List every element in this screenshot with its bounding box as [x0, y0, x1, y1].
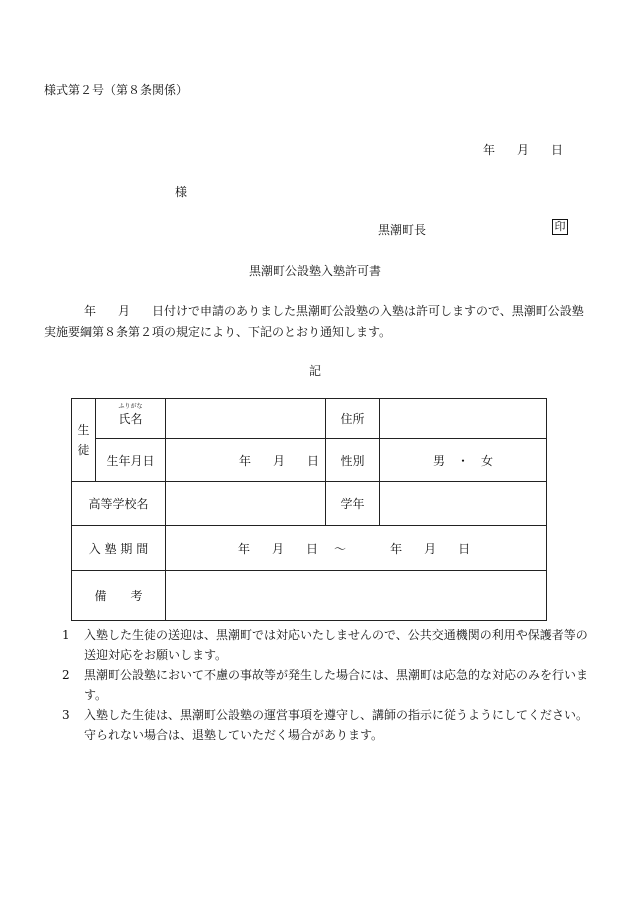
note-text: 入塾した生徒の送迎は、黒潮町では対応いたしませんので、公共交通機関の利用や保護者等の送迎対応をお願いします。 — [84, 628, 588, 662]
name-value-cell[interactable] — [166, 399, 326, 439]
period-tilde: ～ — [334, 541, 347, 556]
address-label-cell — [326, 399, 380, 439]
school-label-cell — [72, 482, 166, 526]
note-item — [62, 665, 592, 705]
body-month: 月 — [118, 304, 131, 318]
body-text: 日付けで申請のありました黒潮町公設塾の入塾は許可しますので、黒潮町公設塾実施要綱第８条第２項の規定により、下記のとおり通知します。 — [44, 304, 584, 339]
name-furigana: ふりがな — [118, 403, 143, 410]
date-year: 年 — [483, 143, 496, 157]
name-label: ふりがな 氏名 — [118, 403, 143, 426]
student-label: 生徒 — [77, 423, 90, 457]
period-end-month: 月 — [424, 541, 437, 556]
note-number: 1 — [62, 628, 70, 642]
school-label: 高等学校名 — [88, 497, 149, 511]
note-number: 2 — [62, 668, 70, 682]
body-paragraph — [44, 301, 589, 343]
period-start-day: 日 — [306, 541, 319, 556]
remarks-label-cell — [72, 571, 166, 621]
name-label-cell — [96, 399, 166, 439]
period-value-cell[interactable] — [166, 526, 547, 571]
birth-year: 年 — [238, 453, 251, 468]
birthdate-label: 生年月日 — [106, 453, 155, 468]
permit-table — [71, 398, 547, 621]
body-year: 年 — [84, 304, 97, 318]
grade-label-cell — [326, 482, 380, 526]
period-end-year: 年 — [390, 541, 403, 556]
date-month: 月 — [517, 143, 530, 157]
date-day: 日 — [551, 143, 564, 157]
grade-label: 学年 — [340, 497, 365, 511]
document-title: 黒潮町公設塾入塾許可書 — [248, 264, 381, 278]
address-value-cell[interactable] — [380, 399, 547, 439]
birth-day: 日 — [306, 453, 319, 468]
issue-date — [483, 141, 563, 158]
birth-month: 月 — [272, 453, 285, 468]
period-end-day: 日 — [458, 541, 471, 556]
gender-label-cell — [326, 439, 380, 482]
recipient-suffix: 様 — [175, 185, 188, 199]
period-start-year: 年 — [238, 541, 251, 556]
student-label-cell — [72, 399, 96, 482]
notes-list — [62, 625, 592, 745]
note-item — [62, 705, 592, 745]
period-label-cell — [72, 526, 166, 571]
gender-options-cell[interactable] — [380, 439, 547, 482]
birthdate-value-cell[interactable] — [166, 439, 326, 482]
issuer-name: 黒潮町長 — [378, 223, 427, 237]
note-item — [62, 625, 592, 665]
note-text: 黒潮町公設塾において不慮の事故等が発生した場合には、黒潮町は応急的な対応のみを行います。 — [84, 668, 589, 702]
note-number: 3 — [62, 708, 70, 722]
grade-value-cell[interactable] — [380, 482, 547, 526]
period-start-month: 月 — [272, 541, 285, 556]
ki-heading: 記 — [308, 364, 321, 378]
birthdate-label-cell — [96, 439, 166, 482]
school-value-cell[interactable] — [166, 482, 326, 526]
form-number: 様式第２号（第８条関係） — [44, 83, 189, 97]
remarks-value-cell[interactable] — [166, 571, 547, 621]
seal-mark: 印 — [552, 219, 568, 235]
gender-options: 男 ・ 女 — [432, 453, 493, 468]
address-label: 住所 — [340, 412, 365, 426]
remarks-label: 備 考 — [94, 589, 143, 603]
period-label: 入 塾 期 間 — [88, 541, 149, 556]
note-text: 入塾した生徒は、黒潮町公設塾の運営事項を遵守し、講師の指示に従うようにしてください。守られない場合は、退塾していただく場合があります。 — [84, 708, 589, 742]
gender-label: 性別 — [340, 453, 365, 468]
